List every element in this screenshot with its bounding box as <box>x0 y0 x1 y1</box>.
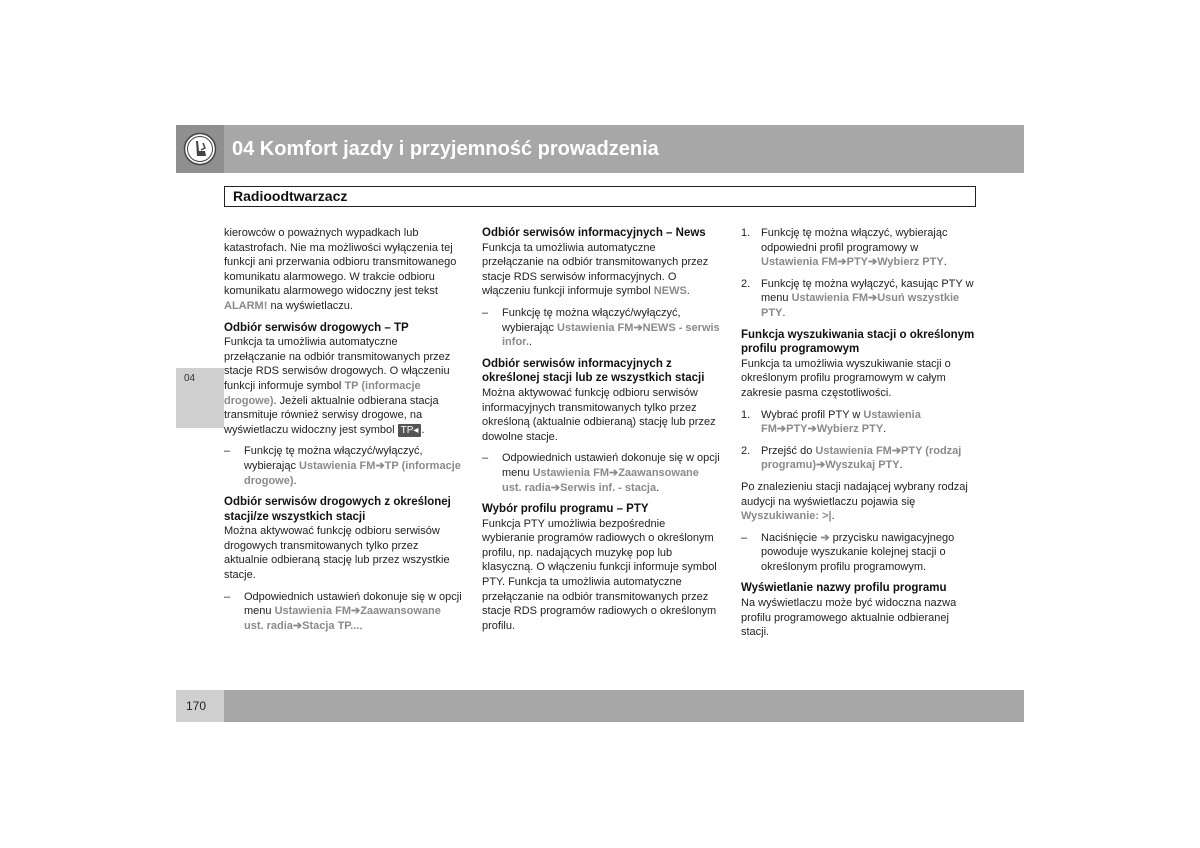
numbered-item: 1. Wybrać profil PTY w Ustawienia FM➔PTY➔Wybierz PTY. <box>741 408 921 436</box>
numbered-item: 2. Funkcję tę można wyłączyć, kasując PTY w menu Ustawienia FM➔Usuń wszystkie PTY. <box>741 277 974 319</box>
arrow-icon: ➔ <box>837 256 847 269</box>
numbered-item: 1. Funkcję tę można włączyć, wybierając odpowiedni profil programowy w Ustawienia FM➔PTY➔Wybierz PTY. <box>741 227 948 269</box>
paragraph: Funkcja ta umożliwia wyszukiwanie stacji o określonym profilu programowym w całym zakresie pasma częstotliwości. <box>741 357 951 399</box>
seat-icon <box>183 132 217 166</box>
subheading: Odbiór serwisów informacyjnych z określonej stacji lub ze wszystkich stacji <box>482 357 705 385</box>
arrow-icon: ➔ <box>608 466 619 479</box>
subheading: Odbiór serwisów informacyjnych – News <box>482 227 706 239</box>
paragraph: kierowców o poważnych wypadkach lub katastrofach. Nie ma możliwości wyłączenia tej funkcji ani przerwania odbioru transmitowanego komunikatu alarmowego. W trakcie odbioru komunikatu alarmowego widoczny jest tekst ALARM! na wyświetlaczu. <box>224 227 457 312</box>
dash-item: – Funkcję tę można włączyć/wyłączyć, wybierając Ustawienia FM➔NEWS - serwis infor.. <box>482 306 720 349</box>
dash-item: – Odpowiednich ustawień dokonuje się w opcji menu Ustawienia FM➔Zaawansowane ust. radia➔Stacja TP.... <box>224 590 462 632</box>
arrow-icon: ➔ <box>550 481 561 494</box>
subheading: Funkcja wyszukiwania stacji o określonym profilu programowym <box>741 328 975 356</box>
dash-item: – Naciśnięcie ➔ przycisku nawigacyjnego powoduje wyszukanie kolejnej stacji o określonym profilu programowym. <box>741 531 955 573</box>
arrow-icon: ➔ <box>375 459 385 472</box>
arrow-icon: ➔ <box>868 256 878 269</box>
arrow-icon: ➔ <box>891 444 902 457</box>
subheading: Odbiór serwisów drogowych – TP <box>224 321 409 334</box>
paragraph: Po znalezieniu stacji nadającej wybrany rodzaj audycji na wyświetlaczu pojawia się Wyszukiwanie: >|. <box>741 480 968 523</box>
chapter-icon-box <box>176 125 224 173</box>
section-title: Radioodtwarzacz <box>233 188 348 204</box>
paragraph: Funkcja PTY umożliwia bezpośrednie wybieranie programów radiowych o określonym profilu, np. nadających muzykę pop lub klasyczną. O włączeniu funkcji informuje symbol PTY. Funkcja ta umożliwia automatyczne przełączanie na odbiór transmitowanych przez stacje RDS programów radiowych o określonym profilu. <box>482 517 717 632</box>
page-number: 170 <box>186 699 207 713</box>
subheading: Wyświetlanie nazwy profilu programu <box>741 582 947 595</box>
footer-bar <box>224 690 1024 722</box>
paragraph: Funkcja ta umożliwia automatyczne przełączanie na odbiór transmitowanych przez stacje RDS serwisów drogowych. O włączeniu funkcji informuje symbol TP (informacje drogowe). Jeżeli aktualnie odbierana stacja transmituje również serwisy drogowe, na wyświetlaczu widoczny jest symbol TP◂ . <box>224 336 451 436</box>
text-column-1 <box>224 226 462 640</box>
section-header <box>224 186 976 207</box>
tp-symbol: TP◂ <box>398 424 422 437</box>
dash-item: – Funkcję tę można włączyć/wyłączyć, wybierając Ustawienia FM➔TP (informacje drogowe). <box>224 445 461 487</box>
arrow-icon: ➔ <box>292 619 303 632</box>
paragraph: Na wyświetlaczu może być widoczna nazwa profilu programowego aktualnie odbieranej stacji. <box>741 597 957 639</box>
arrow-icon: ➔ <box>776 423 787 436</box>
subheading: Odbiór serwisów drogowych z określonej stacji/ze wszystkich stacji <box>224 496 451 523</box>
side-chapter-label: 04 <box>184 373 196 384</box>
numbered-item: 2. Przejść do Ustawienia FM➔PTY (rodzaj programu)➔Wyszukaj PTY. <box>741 444 962 472</box>
paragraph: Można aktywować funkcję odbioru serwisów drogowych transmitowanych tylko przez aktualnie odbieraną stację lub przez wszystkie stacje. <box>224 525 450 582</box>
arrow-icon: ➔ <box>633 321 643 334</box>
paragraph: Funkcja ta umożliwia automatyczne przełączanie na odbiór transmitowanych przez stacje RDS serwisów informacyjnych. O włączeniu funkcji informuje symbol NEWS. <box>482 241 709 298</box>
dash-item: – Odpowiednich ustawień dokonuje się w opcji menu Ustawienia FM➔Zaawansowane ust. radia➔Serwis inf. - stacja. <box>482 452 720 494</box>
arrow-icon: ➔ <box>816 459 826 472</box>
arrow-icon: ➔ <box>350 605 361 618</box>
arrow-icon: ➔ <box>820 531 830 544</box>
subheading: Wybór profilu programu – PTY <box>482 503 649 516</box>
paragraph: Można aktywować funkcję odbioru serwisów informacyjnych transmitowanych tylko przez określoną (aktualnie odbieraną) stację lub przez dowolne stacje. <box>482 386 716 443</box>
text-column-3 <box>741 226 977 647</box>
arrow-icon: ➔ <box>867 292 878 305</box>
chapter-title: 04 Komfort jazdy i przyjemność prowadzenia <box>232 138 659 160</box>
text-column-2 <box>482 226 720 640</box>
arrow-icon: ➔ <box>807 423 817 436</box>
